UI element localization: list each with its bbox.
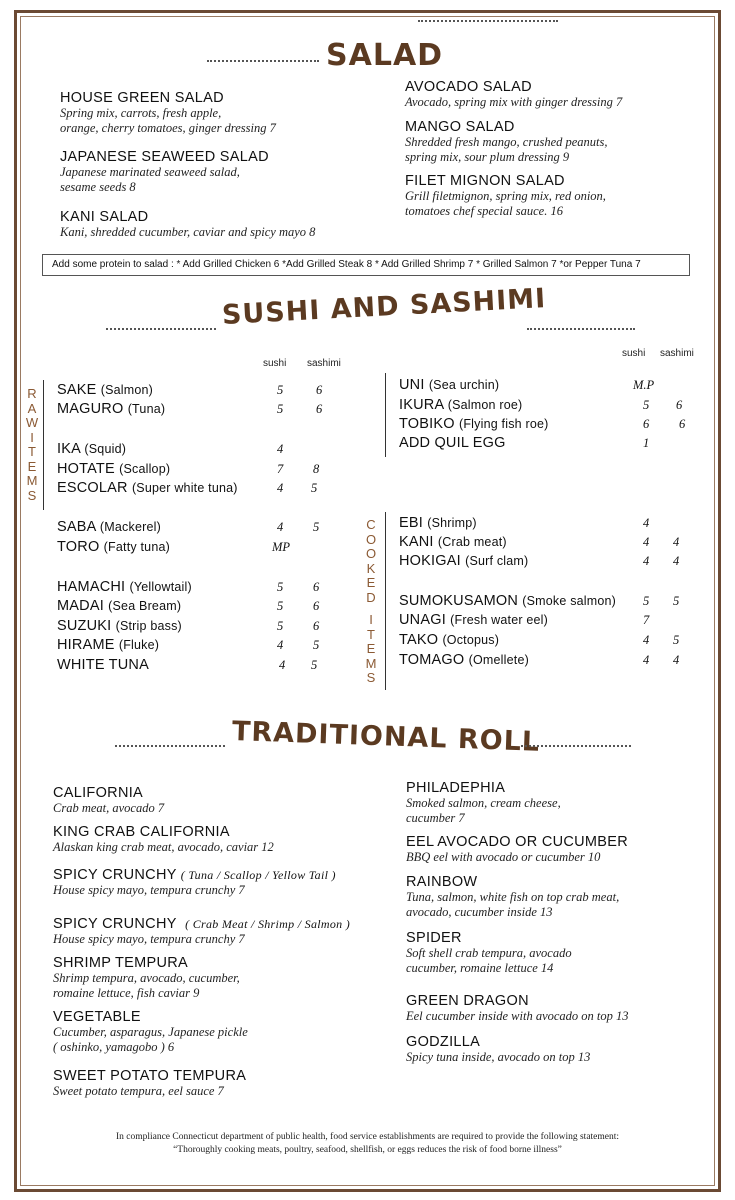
fish-row: UNI (Sea urchin) bbox=[399, 377, 500, 393]
price-sashimi: 6 bbox=[313, 599, 320, 613]
roll-item: SWEET POTATO TEMPURA Sweet potato tempura, eel sauce 7 bbox=[53, 1068, 247, 1098]
price-sashimi: 8 bbox=[313, 462, 320, 476]
cooked-items-label: C O O K E D I T E M S bbox=[365, 517, 377, 685]
salad-item: AVOCADO SALAD Avocado, spring mix with ginger dressing 7 bbox=[405, 79, 623, 109]
health-notice-line2: “Thoroughly cooking meats, poultry, seafood, shellfish, or eggs reduces the risk of food borne illness” bbox=[173, 1145, 562, 1155]
roll-item: EEL AVOCADO OR CUCUMBER BBQ eel with avocado or cucumber 10 bbox=[406, 834, 629, 864]
price-sushi: 4 bbox=[279, 658, 286, 672]
fish-row: SUZUKI (Strip bass) bbox=[57, 618, 182, 634]
roll-item: GODZILLA Spicy tuna inside, avocado on top 13 bbox=[406, 1034, 591, 1064]
price-sashimi: 6 bbox=[679, 417, 686, 431]
price-sushi: M.P bbox=[633, 378, 655, 392]
price-sashimi: 4 bbox=[673, 653, 680, 667]
roll-item: CALIFORNIA Crab meat, avocado 7 bbox=[53, 785, 165, 815]
price-sushi: 4 bbox=[277, 442, 284, 456]
price-sushi: 5 bbox=[277, 383, 284, 397]
price-sashimi: 6 bbox=[313, 619, 320, 633]
price-sushi: 5 bbox=[277, 402, 284, 416]
fish-row: IKA (Squid) bbox=[57, 441, 127, 457]
price-sushi: 4 bbox=[643, 535, 650, 549]
price-sushi: 4 bbox=[643, 554, 650, 568]
sushi-heading: SUSHI AND SASHIMI bbox=[221, 283, 547, 331]
roll-item: SPICY CRUNCHY ( Tuna / Scallop / Yellow Tail ) House spicy mayo, tempura crunchy 7 bbox=[53, 867, 336, 897]
fish-row: KANI (Crab meat) bbox=[399, 534, 507, 550]
price-sashimi: 6 bbox=[313, 580, 320, 594]
raw-right-rule bbox=[385, 373, 386, 457]
roll-heading: TRADITIONAL ROLL bbox=[231, 716, 541, 758]
price-sushi: 5 bbox=[277, 619, 284, 633]
roll-item: VEGETABLE Cucumber, asparagus, Japanese pickle ( oshinko, yamagobo ) 6 bbox=[53, 1009, 248, 1054]
col-header-sushi: sushi bbox=[263, 358, 287, 369]
roll-item: SPICY CRUNCHY ( Crab Meat / Shrimp / Salmon ) House spicy mayo, tempura crunchy 7 bbox=[53, 916, 351, 946]
fish-row: IKURA (Salmon roe) bbox=[399, 397, 523, 413]
price-sashimi: 5 bbox=[673, 633, 680, 647]
fish-row: HOKIGAI (Surf clam) bbox=[399, 553, 529, 569]
salad-item: KANI SALAD Kani, shredded cucumber, caviar and spicy mayo 8 bbox=[60, 209, 316, 239]
price-sashimi: 5 bbox=[311, 481, 318, 495]
price-sushi: 7 bbox=[643, 613, 650, 627]
salad-item: FILET MIGNON SALAD Grill filetmignon, spring mix, red onion, tomatoes chef special sauce. 16 bbox=[405, 173, 606, 218]
fish-row: TOBIKO (Flying fish roe) bbox=[399, 416, 549, 432]
fish-row: TAKO (Octopus) bbox=[399, 632, 500, 648]
price-sushi: 5 bbox=[643, 398, 650, 412]
fish-row: ADD QUIL EGG bbox=[399, 435, 506, 451]
salad-heading: SALAD bbox=[326, 38, 444, 73]
salad-item: JAPANESE SEAWEED SALAD Japanese marinated seaweed salad, sesame seeds 8 bbox=[60, 149, 269, 194]
price-sushi: 4 bbox=[277, 520, 284, 534]
cooked-items-rule bbox=[385, 512, 386, 690]
price-sushi: 1 bbox=[643, 436, 650, 450]
fish-row: WHITE TUNA bbox=[57, 657, 149, 673]
roll-item: PHILADEPHIA Smoked salmon, cream cheese, cucumber 7 bbox=[406, 780, 561, 825]
roll-item: RAINBOW Tuna, salmon, white fish on top crab meat, avocado, cucumber inside 13 bbox=[406, 874, 620, 919]
health-notice-line1: In compliance Connecticut department of public health, food service establishments are required to provide the following statement: bbox=[115, 1132, 620, 1142]
fish-row: TORO (Fatty tuna) bbox=[57, 539, 170, 555]
col-header-sashimi: sashimi bbox=[660, 348, 694, 359]
price-sashimi: 4 bbox=[673, 554, 680, 568]
raw-items-rule bbox=[43, 380, 44, 510]
price-sushi: 5 bbox=[643, 594, 650, 608]
price-sushi: 5 bbox=[277, 580, 284, 594]
roll-rule-left bbox=[115, 745, 225, 747]
fish-row: HIRAME (Fluke) bbox=[57, 637, 160, 653]
protein-addon-box: Add some protein to salad : * Add Grilled Chicken 6 *Add Grilled Steak 8 * Add Grilled Shrimp 7 * Grilled Salmon 7 *or Pepper Tuna 7 bbox=[42, 254, 690, 276]
salad-rule-left bbox=[207, 60, 319, 62]
sushi-rule-right bbox=[527, 328, 635, 330]
price-sashimi: 6 bbox=[676, 398, 683, 412]
col-header-sushi: sushi bbox=[622, 348, 646, 359]
fish-row: SAKE (Salmon) bbox=[57, 382, 154, 398]
price-sushi: 4 bbox=[643, 633, 650, 647]
price-sushi: MP bbox=[272, 540, 291, 554]
fish-row: HOTATE (Scallop) bbox=[57, 461, 171, 477]
fish-row: MAGURO (Tuna) bbox=[57, 401, 166, 417]
top-dotted-rule bbox=[418, 20, 558, 22]
roll-item: GREEN DRAGON Eel cucumber inside with avocado on top 13 bbox=[406, 993, 629, 1023]
fish-row: MADAI (Sea Bream) bbox=[57, 598, 182, 614]
price-sushi: 7 bbox=[277, 462, 284, 476]
price-sushi: 4 bbox=[277, 481, 284, 495]
price-sushi: 4 bbox=[643, 516, 650, 530]
fish-row: TOMAGO (Omellete) bbox=[399, 652, 529, 668]
price-sushi: 4 bbox=[643, 653, 650, 667]
fish-row: EBI (Shrimp) bbox=[399, 515, 477, 531]
salad-item: HOUSE GREEN SALAD Spring mix, carrots, fresh apple, orange, cherry tomatoes, ginger dressing 7 bbox=[60, 90, 276, 135]
price-sushi: 4 bbox=[277, 638, 284, 652]
price-sushi: 6 bbox=[643, 417, 650, 431]
sushi-rule-left bbox=[106, 328, 216, 330]
roll-item: SPIDER Soft shell crab tempura, avocado cucumber, romaine lettuce 14 bbox=[406, 930, 572, 975]
price-sashimi: 4 bbox=[673, 535, 680, 549]
roll-item: KING CRAB CALIFORNIA Alaskan king crab meat, avocado, caviar 12 bbox=[53, 824, 274, 854]
price-sashimi: 5 bbox=[311, 658, 318, 672]
salad-item: MANGO SALAD Shredded fresh mango, crushed peanuts, spring mix, sour plum dressing 9 bbox=[405, 119, 608, 164]
price-sashimi: 5 bbox=[313, 638, 320, 652]
raw-items-label: R A W I T E M S bbox=[25, 386, 39, 503]
fish-row: SABA (Mackerel) bbox=[57, 519, 161, 535]
price-sashimi: 5 bbox=[673, 594, 680, 608]
roll-rule-right bbox=[521, 745, 631, 747]
fish-row: UNAGI (Fresh water eel) bbox=[399, 612, 549, 628]
fish-row: HAMACHI (Yellowtail) bbox=[57, 579, 192, 595]
fish-row: SUMOKUSAMON (Smoke salmon) bbox=[399, 593, 617, 609]
price-sushi: 5 bbox=[277, 599, 284, 613]
price-sashimi: 5 bbox=[313, 520, 320, 534]
col-header-sashimi: sashimi bbox=[307, 358, 341, 369]
roll-item: SHRIMP TEMPURA Shrimp tempura, avocado, cucumber, romaine lettuce, fish caviar 9 bbox=[53, 955, 240, 1000]
fish-row: ESCOLAR (Super white tuna) bbox=[57, 480, 238, 496]
price-sashimi: 6 bbox=[316, 402, 323, 416]
price-sashimi: 6 bbox=[316, 383, 323, 397]
